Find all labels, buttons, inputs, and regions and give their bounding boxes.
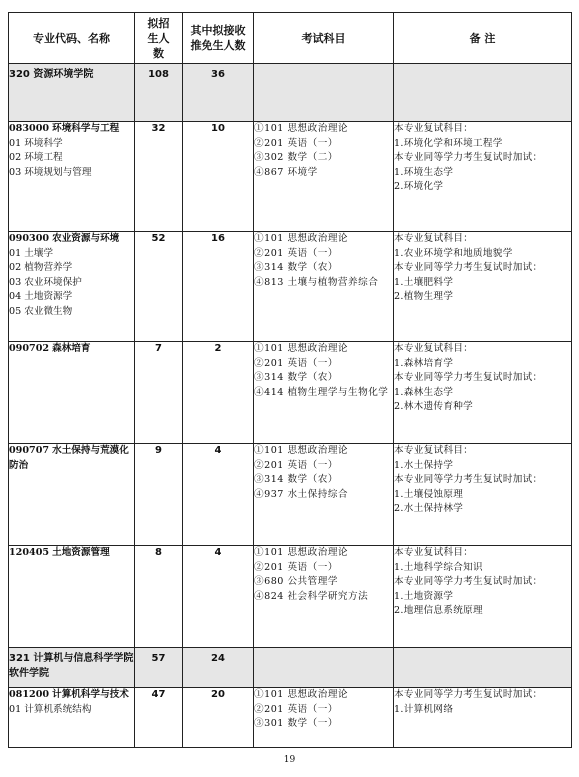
header-quota xyxy=(135,13,183,64)
major-name: 环境科学与工程 xyxy=(52,123,120,134)
major-cell xyxy=(9,546,135,648)
major-code: 083000 xyxy=(9,123,50,134)
major-row xyxy=(9,688,572,748)
exempt-cell: 4 xyxy=(183,546,254,648)
direction-item: 01 计算机系统结构 xyxy=(9,703,92,715)
remark-line: 1.土地资源学 xyxy=(394,590,454,602)
exam-subject: ②201 英语（一） xyxy=(254,247,338,259)
college-row xyxy=(9,64,572,122)
major-name: 水土保持与荒漠化防治 xyxy=(9,445,129,471)
major-code: 081200 xyxy=(9,689,50,700)
college-row xyxy=(9,648,572,688)
remark-line: 2.环境化学 xyxy=(394,181,444,193)
header-quota-text: 拟招生人数 xyxy=(147,16,170,60)
major-row xyxy=(9,232,572,342)
major-code: 120405 xyxy=(9,547,50,558)
exam-subject: ②201 英语（一） xyxy=(254,357,338,369)
header-major: 专业代码、名称 xyxy=(9,13,135,64)
major-code: 090300 xyxy=(9,233,50,244)
exam-subject: ①101 思想政治理论 xyxy=(254,233,349,244)
major-cell xyxy=(9,342,135,444)
direction-item: 01 环境科学 xyxy=(9,137,63,149)
exam-subject: ④824 社会科学研究方法 xyxy=(254,590,369,602)
remark-line: 本专业同等学力考生复试时加试： xyxy=(394,372,543,384)
major-name: 森林培育 xyxy=(52,343,91,354)
major-name: 资源环境学院 xyxy=(33,69,94,80)
exempt-cell: 20 xyxy=(183,688,254,748)
exam-cell xyxy=(254,444,394,546)
remark-line: 1.土壤肥料学 xyxy=(394,276,454,288)
exam-subject: ③301 数学（一） xyxy=(254,718,338,730)
major-name: 土地资源管理 xyxy=(52,547,110,558)
quota-cell: 7 xyxy=(135,342,183,444)
header-exempt xyxy=(183,13,254,64)
exam-subject: ①101 思想政治理论 xyxy=(254,689,349,700)
quota-cell: 32 xyxy=(135,122,183,232)
major-code: 320 xyxy=(9,69,30,80)
remark-cell xyxy=(394,64,572,122)
exam-cell xyxy=(254,342,394,444)
exam-subject: ③302 数学（二） xyxy=(254,152,338,164)
remark-line: 本专业同等学力考生复试时加试： xyxy=(394,152,543,164)
exam-subject: ④937 水土保持综合 xyxy=(254,488,349,500)
remark-cell xyxy=(394,342,572,444)
exam-subject: ③314 数学（农） xyxy=(254,262,338,274)
exam-subject: ②201 英语（一） xyxy=(254,137,338,149)
remark-line: 1.计算机网络 xyxy=(394,703,454,715)
remark-line: 本专业同等学力考生复试时加试： xyxy=(394,576,543,588)
remark-line: 本专业同等学力考生复试时加试： xyxy=(394,689,543,700)
remark-cell xyxy=(394,122,572,232)
direction-item: 02 环境工程 xyxy=(9,152,63,164)
quota-cell: 57 xyxy=(135,648,183,688)
exam-cell xyxy=(254,122,394,232)
remark-line: 本专业复试科目： xyxy=(394,233,474,244)
exam-subject: ④813 土壤与植物营养综合 xyxy=(254,276,379,288)
exam-cell xyxy=(254,688,394,748)
major-name: 计算机科学与技术 xyxy=(52,689,129,700)
exam-subject: ④414 植物生理学与生物化学 xyxy=(254,386,389,398)
remark-line: 1.农业环境学和地质地貌学 xyxy=(394,247,513,259)
major-row xyxy=(9,122,572,232)
exempt-cell: 16 xyxy=(183,232,254,342)
exam-subject: ③680 公共管理学 xyxy=(254,576,338,588)
exam-cell xyxy=(254,546,394,648)
remark-line: 1.环境化学和环境工程学 xyxy=(394,137,503,149)
header-exam: 考试科目 xyxy=(254,13,394,64)
exam-subject: ②201 英语（一） xyxy=(254,561,338,573)
remark-line: 本专业同等学力考生复试时加试： xyxy=(394,262,543,274)
remark-line: 1.森林生态学 xyxy=(394,386,454,398)
exempt-cell: 2 xyxy=(183,342,254,444)
direction-item: 05 农业微生物 xyxy=(9,305,73,317)
major-code: 321 xyxy=(9,653,30,664)
remark-cell xyxy=(394,688,572,748)
exam-subject: ④867 环境学 xyxy=(254,166,318,178)
remark-line: 1.森林培育学 xyxy=(394,357,454,369)
major-code: 090702 xyxy=(9,343,50,354)
exam-subject: ②201 英语（一） xyxy=(254,459,338,471)
direction-item: 03 农业环境保护 xyxy=(9,276,82,288)
header-exempt-text: 其中拟接收推免生人数 xyxy=(190,24,246,52)
direction-item: 04 土地资源学 xyxy=(9,291,73,303)
remark-line: 本专业同等学力考生复试时加试： xyxy=(394,474,543,486)
exam-subject: ①101 思想政治理论 xyxy=(254,445,349,456)
remark-line: 本专业复试科目： xyxy=(394,123,474,134)
major-cell xyxy=(9,122,135,232)
remark-cell xyxy=(394,546,572,648)
quota-cell: 9 xyxy=(135,444,183,546)
major-cell xyxy=(9,648,135,688)
quota-cell: 47 xyxy=(135,688,183,748)
remark-cell xyxy=(394,444,572,546)
header-remark: 备 注 xyxy=(394,13,572,64)
remark-line: 本专业复试科目： xyxy=(394,445,474,456)
exam-subject: ①101 思想政治理论 xyxy=(254,123,349,134)
exam-subject: ③314 数学（农） xyxy=(254,474,338,486)
admissions-table xyxy=(8,12,572,748)
exam-subject: ②201 英语（一） xyxy=(254,703,338,715)
quota-cell: 8 xyxy=(135,546,183,648)
remark-line: 1.土地科学综合知识 xyxy=(394,561,483,573)
exempt-cell: 10 xyxy=(183,122,254,232)
page-number: 19 xyxy=(283,755,296,765)
remark-line: 本专业复试科目： xyxy=(394,343,474,354)
direction-item: 01 土壤学 xyxy=(9,247,54,259)
major-row xyxy=(9,342,572,444)
table-body xyxy=(9,64,572,748)
exempt-cell: 36 xyxy=(183,64,254,122)
major-row xyxy=(9,546,572,648)
quota-cell: 108 xyxy=(135,64,183,122)
direction-item: 02 植物营养学 xyxy=(9,262,73,274)
remark-line: 2.林木遗传育种学 xyxy=(394,401,474,413)
table-header-row xyxy=(9,13,572,64)
remark-cell xyxy=(394,648,572,688)
major-name: 计算机与信息科学学院 软件学院 xyxy=(9,653,134,679)
remark-line: 1.水土保持学 xyxy=(394,459,454,471)
exam-cell xyxy=(254,64,394,122)
major-code: 090707 xyxy=(9,445,50,456)
quota-cell: 52 xyxy=(135,232,183,342)
exam-subject: ①101 思想政治理论 xyxy=(254,343,349,354)
exam-subject: ③314 数学（农） xyxy=(254,372,338,384)
major-cell xyxy=(9,64,135,122)
remark-line: 2.地理信息系统原理 xyxy=(394,605,483,617)
remark-line: 1.环境生态学 xyxy=(394,166,454,178)
remark-line: 本专业复试科目： xyxy=(394,547,474,558)
major-row xyxy=(9,444,572,546)
major-cell xyxy=(9,232,135,342)
major-name: 农业资源与环境 xyxy=(52,233,120,244)
remark-line: 2.植物生理学 xyxy=(394,291,454,303)
direction-item: 03 环境规划与管理 xyxy=(9,166,92,178)
exam-cell xyxy=(254,232,394,342)
exam-subject: ①101 思想政治理论 xyxy=(254,547,349,558)
exempt-cell: 4 xyxy=(183,444,254,546)
exam-cell xyxy=(254,648,394,688)
major-cell xyxy=(9,688,135,748)
remark-cell xyxy=(394,232,572,342)
exempt-cell: 24 xyxy=(183,648,254,688)
remark-line: 2.水土保持林学 xyxy=(394,503,464,515)
remark-line: 1.土壤侵蚀原理 xyxy=(394,488,464,500)
major-cell xyxy=(9,444,135,546)
